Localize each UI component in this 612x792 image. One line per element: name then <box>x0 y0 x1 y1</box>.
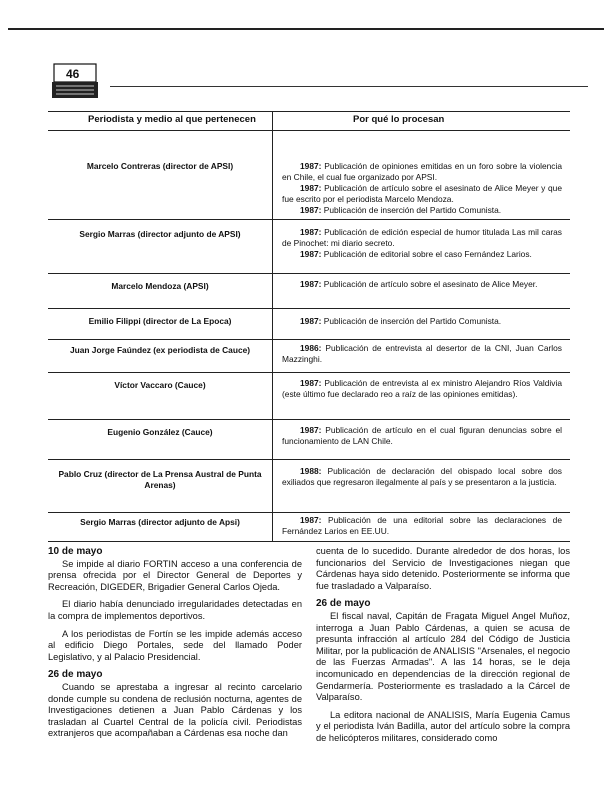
header-rule <box>110 86 588 87</box>
left-text-column <box>48 546 302 746</box>
journalist-cell: Sergio Marras (director adjunto de Apsi) <box>80 517 240 527</box>
reason-entry <box>282 466 562 488</box>
body-paragraph: El diario había denunciado irregularidades detectadas en la compra de implementos deportivos. <box>48 599 302 621</box>
reason-text: Publicación de entrevista al desertor de la CNI, Juan Carlos Mazzinghi. <box>282 343 562 364</box>
reason-year: 1987: <box>300 279 324 289</box>
reason-text: Publicación de artículo sobre el asesinato de Alice Meyer y que fue escrito por el periodista Marcelo Mendoza. <box>282 183 562 204</box>
body-paragraph: Cuando se aprestaba a ingresar al recinto carcelario donde cumple su condena de reclusión nocturna, agentes de Investigaciones detienen a Juan Pablo Cárdenas y los trasladan al Cuartel Central de la policía civil. Periodistas extranjeros que acompañaban a Cárdenas esa noche dan <box>48 681 302 739</box>
reason-cell <box>282 425 562 447</box>
table-row <box>48 372 570 420</box>
reason-text: Publicación de artículo sobre el asesinato de Alice Meyer. <box>323 279 538 289</box>
date-heading: 26 de mayo <box>48 669 103 681</box>
body-paragraph: A los periodistas de Fortín se les impide además acceso al edificio Diego Portales, sede del llamado Poder Legislativo, y al Palacio Presidencial. <box>48 628 302 662</box>
reason-entry <box>282 343 562 365</box>
reason-year: 1987: <box>300 378 325 388</box>
right-text-column <box>316 546 570 751</box>
reason-year: 1988: <box>300 466 328 476</box>
journalist-cell: Emilio Filippi (director de La Epoca) <box>88 316 232 326</box>
journalist-cell: Pablo Cruz (director de La Prensa Austral de Punta Arenas) <box>58 469 262 490</box>
table-row <box>48 512 570 541</box>
reason-entry <box>282 378 562 400</box>
reason-text: Publicación de inserción del Partido Comunista. <box>323 316 502 326</box>
table-row <box>48 459 570 513</box>
journalist-cell: Marcelo Mendoza (APSI) <box>111 281 209 291</box>
reason-text: Publicación de una editorial sobre las declaraciones de Fernández Larios en EE.UU. <box>282 515 562 536</box>
table-row <box>48 219 570 274</box>
table-header <box>48 112 570 131</box>
body-paragraph: La editora nacional de ANALISIS, María Eugenia Camus y el periodista Iván Badilla, autor del artículo sobre la compra de helicópteros militares, considerado como <box>316 709 570 743</box>
table-row <box>48 308 570 340</box>
reason-cell <box>282 466 562 488</box>
body-paragraph: Se impide al diario FORTIN acceso a una conferencia de prensa ofrecida por el Director General de Deportes y Recreación, DIGEDER, Brigadier General Carlos Ojeda. <box>48 558 302 592</box>
reason-year: 1987: <box>300 161 325 171</box>
reason-text: Publicación de artículo en el cual figuran denuncias sobre el funcionamiento de LAN Chile. <box>282 425 563 446</box>
reason-text: Publicación de opiniones emitidas en un foro sobre la violencia en Chile, el cual fue organizado por APSI. <box>282 161 562 182</box>
reason-text: Publicación de entrevista al ex ministro Alejandro Ríos Valdivia (este último fue declarado reo a raíz de las opiniones emitidas). <box>282 378 562 399</box>
reason-year: 1987: <box>300 425 326 435</box>
table-row <box>48 131 570 220</box>
journalist-cell: Eugenio González (Cauce) <box>107 427 213 437</box>
reason-cell <box>282 279 562 290</box>
header-journalist: Periodista y medio al que pertenecen <box>88 114 256 125</box>
date-heading: 26 de mayo <box>316 598 371 610</box>
reason-year: 1987: <box>300 227 325 237</box>
header-reason: Por qué lo procesan <box>353 114 445 125</box>
journalist-cell: Marcelo Contreras (director de APSI) <box>86 161 234 171</box>
reason-cell <box>282 378 562 400</box>
reason-year: 1987: <box>300 183 325 193</box>
journalist-cell: Juan Jorge Faúndez (ex periodista de Cauce) <box>69 345 251 355</box>
reason-entry <box>282 515 562 537</box>
reason-text: Publicación de editorial sobre el caso Fernández Larios. <box>323 249 532 259</box>
journalist-cell: Sergio Marras (director adjunto de APSI) <box>79 229 241 239</box>
reason-text: Publicación de edición especial de humor titulada Las mil caras de Pinochet: mi diario secreto. <box>282 227 562 248</box>
reason-entry <box>282 249 562 260</box>
reason-entry <box>282 279 562 290</box>
reason-year: 1987: <box>300 205 324 215</box>
body-paragraph: El fiscal naval, Capitán de Fragata Miguel Angel Muñoz, interroga a Juan Pablo Cárdenas, a quien se acusa de presunta infracción al artículo 284 del Código de Justicia Militar, por la publicación de ANALISIS "Arsenales, el negocio de las Fuerzas Armadas". A las 14 horas, se le deja incomunicado en dependencias de la dirección regional de Gendarmería. Posteriormente es trasladado a la Cárcel de Valparaíso. <box>316 610 570 703</box>
reason-cell <box>282 515 562 537</box>
page-number: 46 <box>66 67 80 81</box>
reason-entry <box>282 183 562 205</box>
reason-text: Publicación de inserción del Partido Comunista. <box>323 205 502 215</box>
reason-entry <box>282 425 562 447</box>
top-edge-rule <box>8 28 604 30</box>
journalists-table <box>48 111 570 542</box>
date-heading: 10 de mayo <box>48 546 103 557</box>
reason-entry <box>282 316 562 327</box>
reason-year: 1987: <box>300 249 324 259</box>
reason-cell <box>282 343 562 365</box>
table-row <box>48 419 570 460</box>
reason-year: 1987: <box>300 515 328 525</box>
reason-text: Publicación de declaración del obispado local sobre dos exiliados que regresaron ilegalmente al país y se presentaron a la justicia. <box>282 466 562 487</box>
body-paragraph: cuenta de lo sucedido. Durante alrededor de dos horas, los funcionarios del Servicio de Investigaciones niegan que Cárdenas haya sido detenido. Posteriormente se informa que fue trasladado a Valparaíso. <box>316 546 570 591</box>
reason-year: 1986: <box>300 343 326 353</box>
reason-year: 1987: <box>300 316 324 326</box>
reason-cell <box>282 227 562 260</box>
table-row <box>48 273 570 309</box>
table-row <box>48 339 570 373</box>
journalist-cell: Víctor Vaccaro (Cauce) <box>114 380 206 390</box>
reason-entry <box>282 161 562 183</box>
typewriter-icon <box>52 62 98 100</box>
reason-entry <box>282 227 562 249</box>
reason-cell <box>282 316 562 327</box>
reason-entry <box>282 205 562 216</box>
reason-cell <box>282 161 562 216</box>
